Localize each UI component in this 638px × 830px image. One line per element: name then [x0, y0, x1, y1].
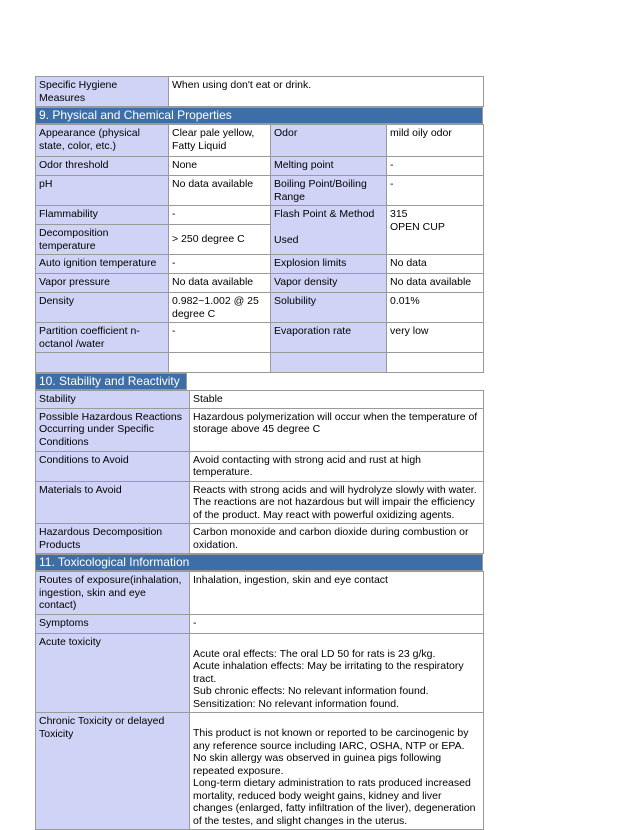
- section-11-header: 11. Toxicological Information: [35, 554, 483, 571]
- chronic-toxicity-label: Chronic Toxicity or delayed Toxicity: [36, 713, 190, 830]
- partition-label: Partition coefficient n-octanol /water: [36, 323, 169, 353]
- flash-value-temp: 315: [390, 208, 408, 220]
- physical-table: [35, 124, 484, 373]
- boiling-value: -: [387, 176, 484, 206]
- solubility-value: 0.01%: [387, 293, 484, 323]
- conditions-avoid-value: Avoid contacting with strong acid and rust at high temperature.: [190, 451, 484, 481]
- appearance-value: Clear pale yellow, Fatty Liquid: [169, 125, 271, 157]
- flash-label: [271, 206, 387, 255]
- flash-value: [387, 206, 484, 255]
- explosion-value: No data: [387, 255, 484, 274]
- section-9-header: 9. Physical and Chemical Properties: [35, 107, 483, 124]
- solubility-label: Solubility: [271, 293, 387, 323]
- odor-threshold-value: None: [169, 157, 271, 176]
- acute-toxicity-value: [190, 633, 484, 713]
- autoignition-value: -: [169, 255, 271, 274]
- decomposition-value: > 250 degree C: [169, 225, 271, 255]
- ph-value: No data available: [169, 176, 271, 206]
- melting-value: -: [387, 157, 484, 176]
- sub-chronic: Sub chronic effects: No relevant information found.: [193, 685, 429, 697]
- flash-label-text: Flash Point & Method: [274, 208, 375, 220]
- hazardous-reactions-label: Possible Hazardous Reactions Occurring under Specific Conditions: [36, 408, 190, 451]
- materials-avoid-label: Materials to Avoid: [36, 481, 190, 524]
- autoignition-label: Auto ignition temperature: [36, 255, 169, 274]
- stability-table: [35, 390, 484, 554]
- density-value: 0.982~1.002 @ 25 degree C: [169, 293, 271, 323]
- symptoms-value: -: [190, 614, 484, 633]
- odor-value: mild oily odor: [387, 125, 484, 157]
- decomposition-products-value: Carbon monoxide and carbon dioxide during combustion or oxidation.: [190, 524, 484, 554]
- ph-label: pH: [36, 176, 169, 206]
- appearance-label: Appearance (physical state, color, etc.): [36, 125, 169, 157]
- explosion-label: Explosion limits: [271, 255, 387, 274]
- carcinogenicity: This product is not known or reported to be carcinogenic by any reference source including IARC, OSHA, NTP or EPA.: [193, 727, 469, 752]
- long-term-dietary: Long-term dietary administration to rats produced increased mortality, reduced body weight gains, kidney and liver changes (enlarged, fatty infiltration of the liver), degeneration of the testes, and slight changes in the uterus.: [193, 777, 476, 827]
- empty-cell: [36, 353, 169, 373]
- flammability-value: -: [169, 206, 271, 225]
- boiling-label: Boiling Point/Boiling Range: [271, 176, 387, 206]
- symptoms-label: Symptoms: [36, 614, 190, 633]
- stability-label: Stability: [36, 391, 190, 409]
- skin-allergy: No skin allergy was observed in guinea pigs following repeated exposure.: [193, 752, 442, 777]
- toxicology-table: [35, 571, 484, 830]
- hygiene-value: When using don't eat or drink.: [169, 77, 484, 107]
- acute-oral: Acute oral effects: The oral LD 50 for rats is 23 g/kg.: [193, 647, 436, 660]
- materials-avoid-value: Reacts with strong acids and will hydrolyze slowly with water. The reactions are not hazardous but will impair the efficiency of the product. May react with powerful oxidizing agents.: [190, 481, 484, 524]
- hygiene-label: Specific Hygiene Measures: [36, 77, 169, 107]
- melting-label: Melting point: [271, 157, 387, 176]
- density-label: Density: [36, 293, 169, 323]
- chronic-toxicity-value: [190, 713, 484, 830]
- decomposition-products-label: Hazardous Decomposition Products: [36, 524, 190, 554]
- sensitization: Sensitization: No relevant information found.: [193, 697, 400, 710]
- vapor-density-label: Vapor density: [271, 274, 387, 293]
- flash-value-method: OPEN CUP: [390, 220, 445, 233]
- empty-cell: [169, 353, 271, 373]
- section-10-header: [35, 373, 187, 390]
- evaporation-value: very low: [387, 323, 484, 353]
- routes-label: Routes of exposure(inhalation, ingestion, skin and eye contact): [36, 572, 190, 615]
- sds-sheet: [35, 76, 483, 830]
- flash-label-used: Used: [274, 233, 299, 246]
- vapor-pressure-value: No data available: [169, 274, 271, 293]
- odor-threshold-label: Odor threshold: [36, 157, 169, 176]
- partition-value: -: [169, 323, 271, 353]
- odor-label: Odor: [271, 125, 387, 157]
- acute-toxicity-label: Acute toxicity: [36, 633, 190, 713]
- acute-inhalation: Acute inhalation effects: May be irritating to the respiratory tract.: [193, 660, 464, 685]
- vapor-pressure-label: Vapor pressure: [36, 274, 169, 293]
- section-10-title: 10. Stability and Reactivity: [39, 374, 180, 388]
- hygiene-table: [35, 76, 484, 107]
- decomposition-label: Decomposition temperature: [36, 225, 169, 255]
- conditions-avoid-label: Conditions to Avoid: [36, 451, 190, 481]
- empty-cell: [271, 353, 387, 373]
- hazardous-reactions-value: Hazardous polymerization will occur when the temperature of storage above 45 degree C: [190, 408, 484, 451]
- flammability-label: Flammability: [36, 206, 169, 225]
- empty-cell: [387, 353, 484, 373]
- routes-value: Inhalation, ingestion, skin and eye contact: [190, 572, 484, 615]
- stability-value: Stable: [190, 391, 484, 409]
- vapor-density-value: No data available: [387, 274, 484, 293]
- evaporation-label: Evaporation rate: [271, 323, 387, 353]
